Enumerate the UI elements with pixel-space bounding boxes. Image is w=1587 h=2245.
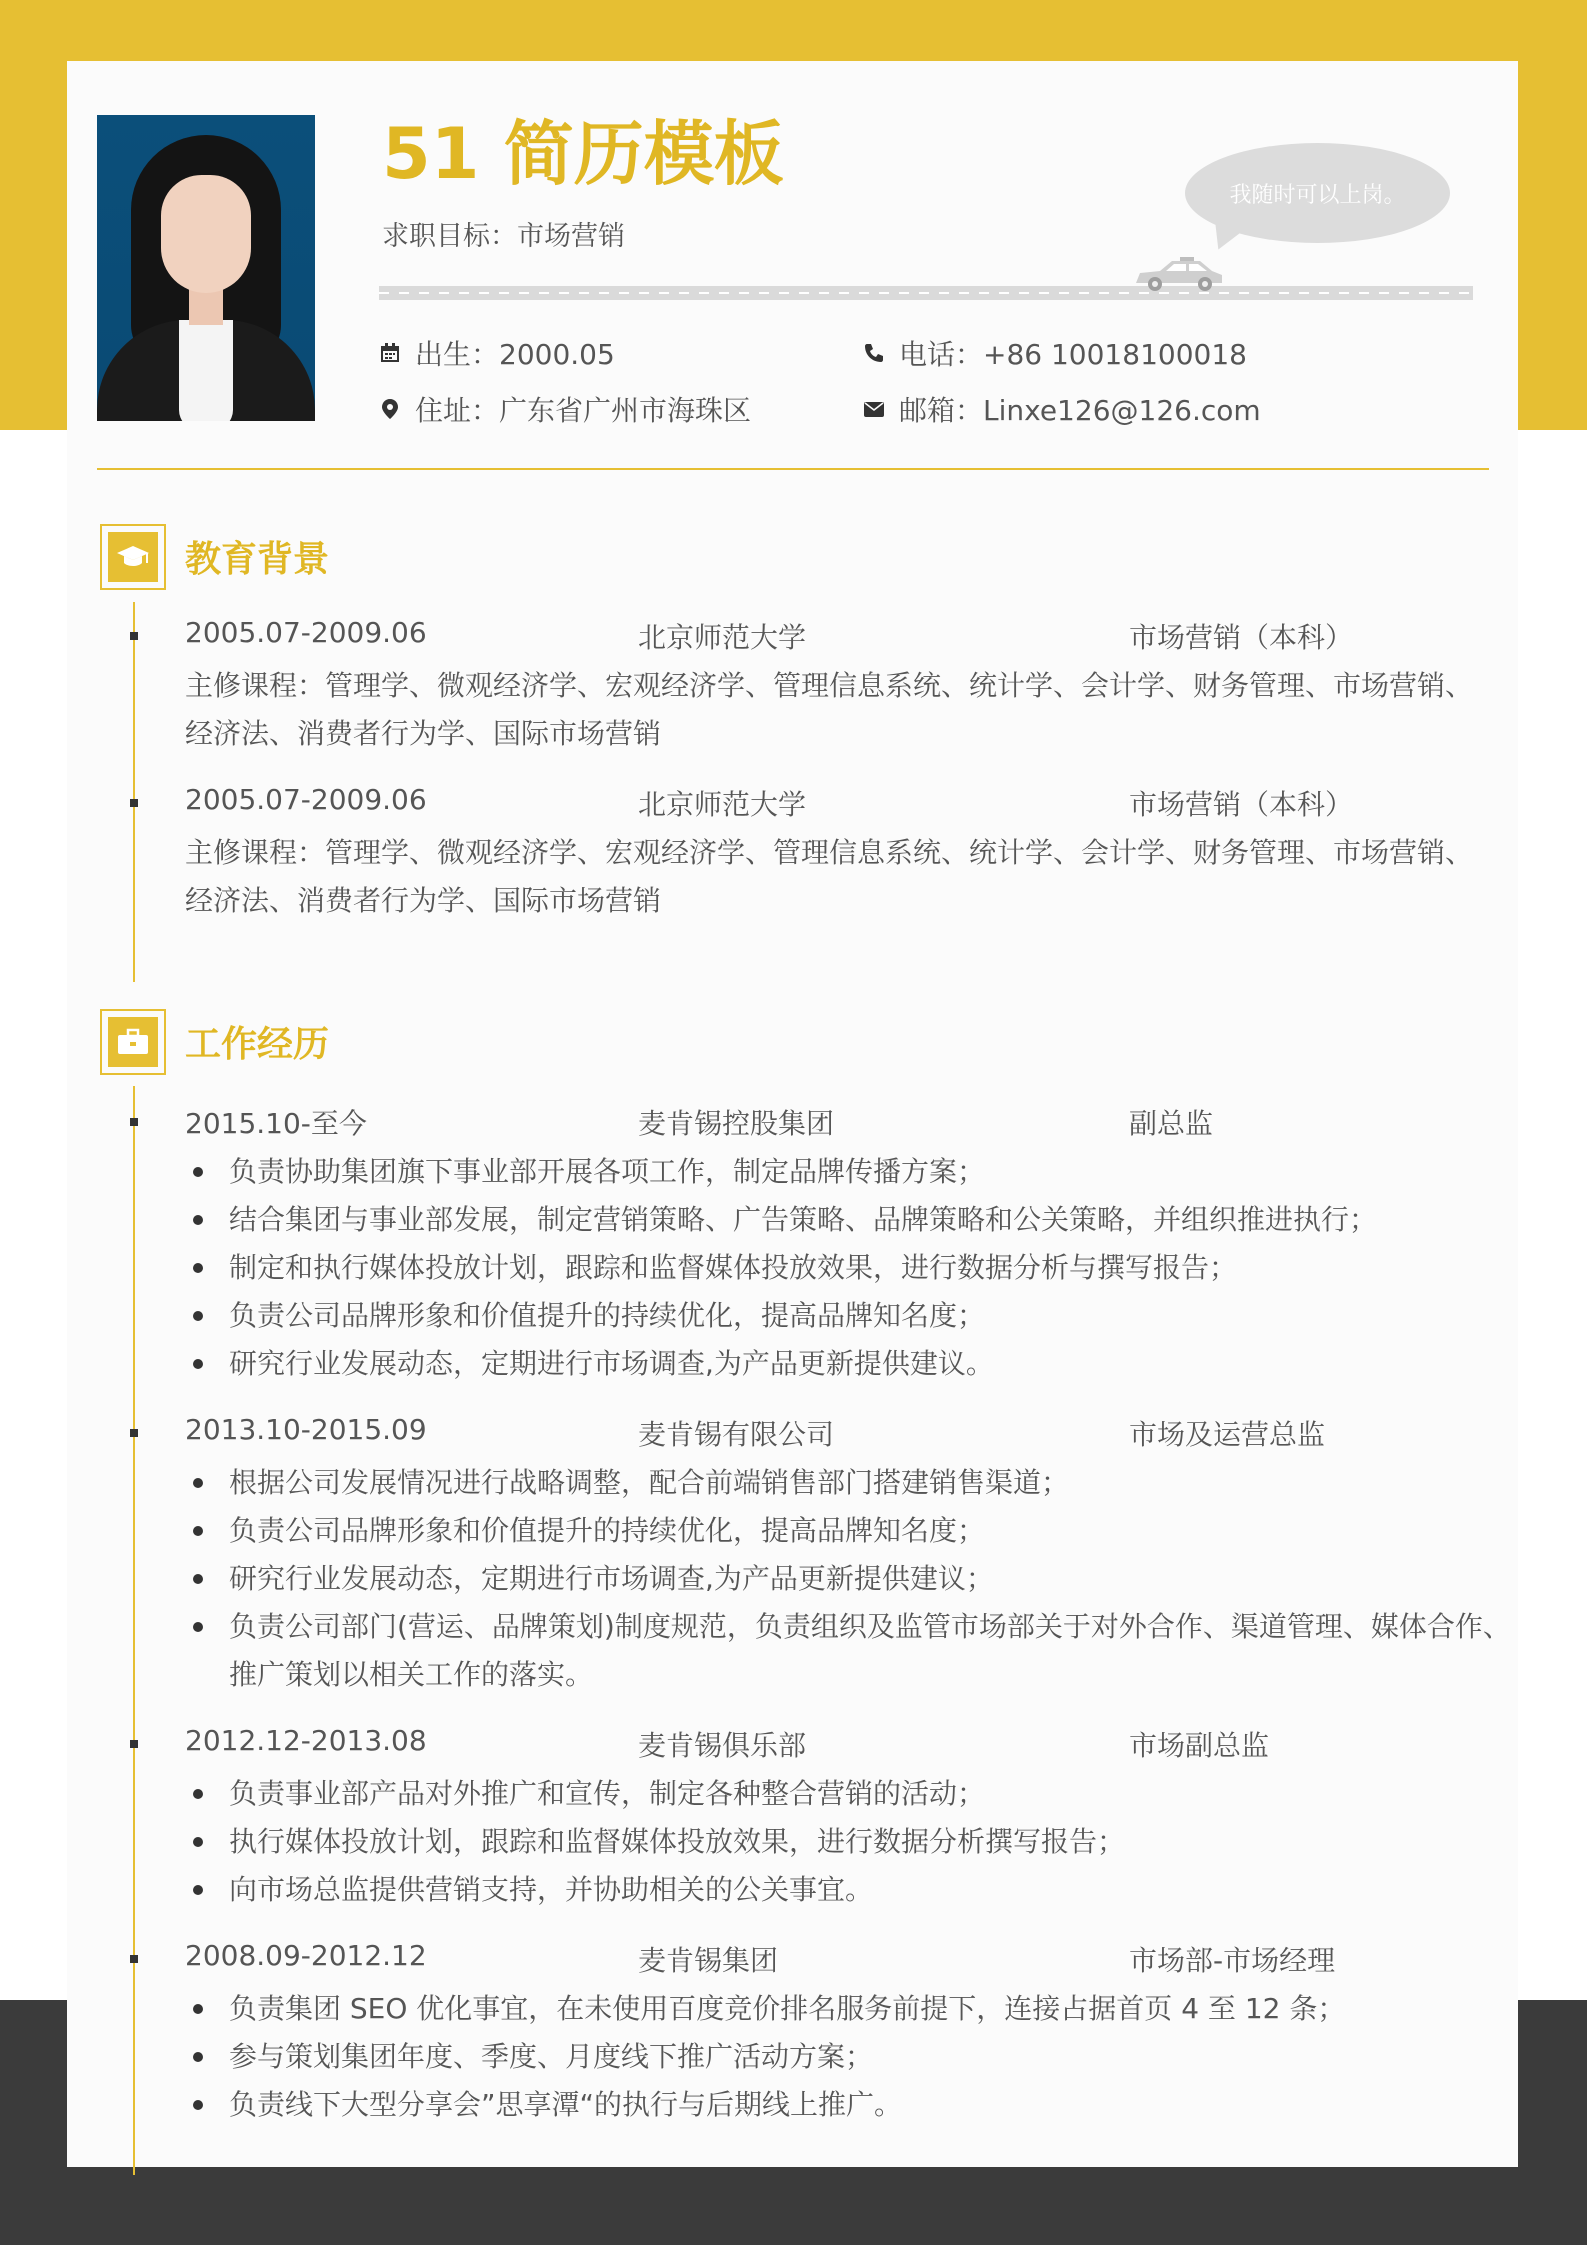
work-company: 麦肯锡有限公司 <box>638 1418 835 1451</box>
timeline-marker <box>130 1118 138 1126</box>
education-school: 北京师范大学 <box>638 788 807 821</box>
birth-text: 出生：2000.05 <box>415 338 615 371</box>
timeline-marker <box>130 1429 138 1437</box>
work-bullet-continuation: 推广策划以相关工作的落实。 <box>229 1658 594 1691</box>
education-date: 2005.07-2009.06 <box>185 783 427 816</box>
address-info <box>379 389 751 429</box>
work-company: 麦肯锡集团 <box>638 1944 779 1977</box>
education-courses: 主修课程：管理学、微观经济学、宏观经济学、管理信息系统、统计学、会计学、财务管理、市场营销、 <box>185 836 1474 869</box>
phone-text: 电话：+86 10018100018 <box>899 338 1247 371</box>
timeline-marker <box>130 1740 138 1748</box>
briefcase-icon <box>117 1028 149 1056</box>
email-text: 邮箱：Linxe126@126.com <box>899 394 1261 427</box>
work-role: 市场副总监 <box>1129 1729 1270 1762</box>
work-company: 麦肯锡控股集团 <box>638 1107 835 1140</box>
car-icon <box>1130 257 1226 293</box>
envelope-icon <box>863 398 885 420</box>
work-title: 工作经历 <box>185 1024 330 1065</box>
profile-photo <box>97 115 315 421</box>
calendar-icon <box>379 342 401 364</box>
email-info <box>863 389 1261 429</box>
education-timeline <box>133 602 135 982</box>
header-divider <box>97 468 1489 470</box>
work-date: 2013.10-2015.09 <box>185 1413 427 1446</box>
work-section-icon <box>100 1009 166 1075</box>
work-role: 市场部-市场经理 <box>1129 1944 1336 1977</box>
road-decoration <box>379 286 1473 300</box>
education-major: 市场营销（本科） <box>1129 788 1354 821</box>
work-timeline <box>133 1086 135 2175</box>
phone-icon <box>863 342 885 364</box>
resume-card: 51 简历模板 求职目标：市场营销 我随时可以上岗。 出生：2000.05 住址：广东省广州市海珠区 电话：+86 10018100018 邮箱：Linxe126@126.com 教育背景 2005.07-2009.06 北京师范大学 市场营销（本科） 主修课程：管理学、微观经济学、宏观经济学、管理信息系统、统计学、会计学、财务管理、市场营销、 经济法、消费者行为学、国际市场营销 2005.07-2009.06 北京师范大学 市场营销（本科） 主修课程：管理学、微观经济学、宏观经济学、管理信息系统、统计学、会计学、财务管理、市场营销、 经济法、消费者行为学、国际市场营销 工作经历 2015.10-至今 麦肯锡控股集团 副总监 负责协助集团旗下事业部开展各项工作，制定品牌传播方案； 结合集团与事业部发展，制定营销策略、广告策略、品牌策略和公关策略，并组织推进执行； 制定和执行媒体投放计划，跟踪和监督媒体投放效果，进行数据分析与撰写报告； 负责公司品牌形象和价值提升的持续优化，提高品牌知名度； 研究行业发展动态，定期进行市场调查,为产品更新提供建议。 2013.10-2015.09 麦肯锡有限公司 市场及运营总监 根据公司发展情况进行战略调整，配合前端销售部门搭建销售渠道； 负责公司品牌形象和价值提升的持续优化，提高品牌知名度； 研究行业发展动态，定期进行市场调查,为产品更新提供建议； 负责公司部门(营运、品牌策划)制度规范，负责组织及监管市场部关于对外合作、渠道管理、媒体合作、 推广策划以相关工作的落实。 2012.12-2013.08 麦肯锡俱乐部 市场副总监 负责事业部产品对外推广和宣传，制定各种整合营销的活动； 执行媒体投放计划，跟踪和监督媒体投放效果，进行数据分析撰写报告； 向市场总监提供营销支持，并协助相关的公关事宜。 2008.09-2012.12 麦肯锡集团 市场部-市场经理 负责集团 SEO 优化事宜，在未使用百度竞价排名服务前提下，连接占据首页 4 至 12 条； 参与策划集团年度、季度、月度线下推广活动方案； 负责线下大型分享会”思享潭“的执行与后期线上推广。 <box>67 61 1518 2167</box>
education-courses: 主修课程：管理学、微观经济学、宏观经济学、管理信息系统、统计学、会计学、财务管理、市场营销、 <box>185 669 1474 702</box>
work-role: 市场及运营总监 <box>1129 1418 1326 1451</box>
bubble-text: 我随时可以上岗。 <box>1229 182 1406 208</box>
education-title: 教育背景 <box>185 539 330 580</box>
education-date: 2005.07-2009.06 <box>185 616 427 649</box>
work-date: 2012.12-2013.08 <box>185 1724 427 1757</box>
education-major: 市场营销（本科） <box>1129 621 1354 654</box>
education-courses-continued: 经济法、消费者行为学、国际市场营销 <box>185 884 662 917</box>
birth-info <box>379 333 615 373</box>
education-section-icon <box>100 524 166 590</box>
timeline-marker <box>130 632 138 640</box>
work-company: 麦肯锡俱乐部 <box>638 1729 807 1762</box>
work-date: 2008.09-2012.12 <box>185 1939 427 1972</box>
address-text: 住址：广东省广州市海珠区 <box>415 394 752 427</box>
timeline-marker <box>130 799 138 807</box>
work-date: 2015.10-至今 <box>185 1107 367 1140</box>
education-school: 北京师范大学 <box>638 621 807 654</box>
work-role: 副总监 <box>1129 1107 1214 1140</box>
resume-title: 51 简历模板 <box>382 113 784 195</box>
graduation-cap-icon <box>116 543 150 571</box>
education-courses-continued: 经济法、消费者行为学、国际市场营销 <box>185 717 662 750</box>
location-pin-icon <box>379 398 401 420</box>
job-objective: 求职目标：市场营销 <box>382 221 625 252</box>
timeline-marker <box>130 1955 138 1963</box>
phone-info <box>863 333 1247 373</box>
